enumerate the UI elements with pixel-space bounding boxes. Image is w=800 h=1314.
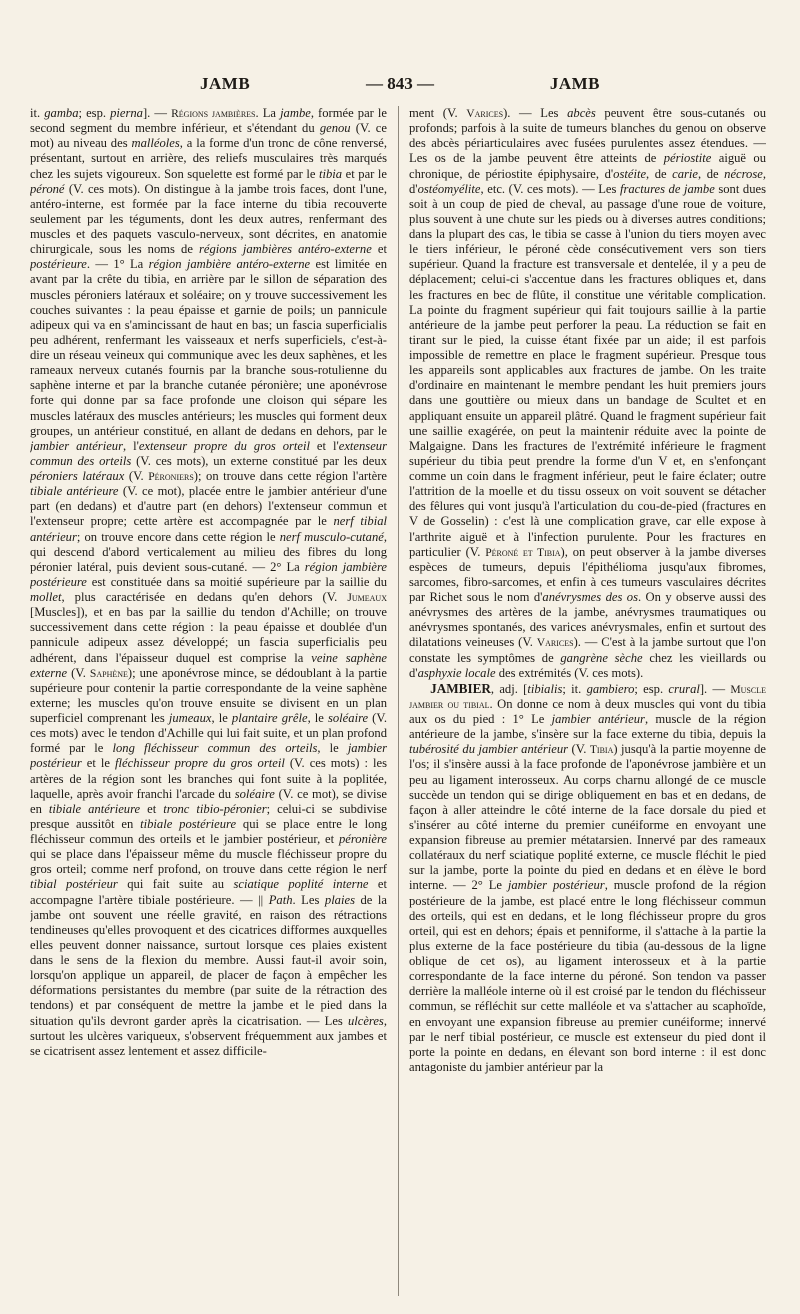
entry-headword: JAMBIER (430, 680, 491, 696)
text-columns (30, 106, 770, 1296)
right-column (409, 106, 766, 1294)
jambe-entry-text: it. gamba; esp. pierna]. — Régions jambières. La jambe, formée par le second segment du membre inférieur, et s'étendant du genou (V. ce mot) au niveau des malléoles, a la forme d'un tronc de cône renversé, présentant, surtout en arrière, des reliefs musculaires très marqués chez les sujets vigoureux. Son squelette est formé par le tibia et par le péroné (V. ces mots). On distingue à la jambe trois faces, dont l'une, antéro-interne, est formée par la face interne du tibia recouverte seulement par les téguments, dont les deux autres, renfermant des muscles et des paquets vasculo-nerveux, sont décrites, en anatomie chirurgicale, sous les noms de régions jambières antéro-externe et postérieure. — 1° La région jambière antéro-externe est limitée en avant par la crête du tibia, en arrière par le sillon de séparation des muscles péroniers latéraux et soléaire; on y trouve successivement les couches suivantes : la peau épaisse et garnie de poils; un pannicule adipeux qui va en s'amincissant de haut en bas; un fascia superficialis peu adhérent, renfermant les vaisseaux et nerfs superficiels, c'est-à-dire un réseau veineux qui communique avec les deux saphènes, et les rameaux nerveux cutanés fournis par la branche sous-rotulienne du saphène interne et par la branche cutanée péronière; une aponévrose forte qui donne par sa face profonde une cloison qui sépare les muscles latéraux des muscles antérieurs; les muscles qui forment deux groupes, un antérieur constitué, en allant de dedans en dehors, par le jambier antérieur, l'extenseur propre du gros orteil et l'extenseur commun des orteils (V. ces mots), un externe constitué par les deux péroniers latéraux (V. Péroniers); on trouve dans cette région l'artère tibiale antérieure (V. ce mot), placée entre le jambier antérieur d'une part (en dedans) et d'autre part (en dehors) l'extenseur commun et l'extenseur propre; cette artère est accompagnée par le nerf tibial antérieur; on trouve encore dans cette région le nerf musculo-cutané, qui descend d'abord verticalement au milieu des fibres du long péronier latéral, puis devient sous-cutané. — 2° La région jambière postérieure est constituée dans sa moitié supérieure par la saillie du mollet, plus caractérisée en dedans qu'en dehors (V. Jumeaux [Muscles]), et en bas par la saillie du tendon d'Achille; on trouve successivement dans cette région : la peau épaisse et doublée d'un pannicule adipeux assez développé; un fascia superficialis peu adhérent, dans l'épaisseur duquel est comprise la veine saphène externe (V. Saphène); une aponévrose mince, se dédoublant à la partie supérieure pour contenir la partie correspondante de la veine saphène externe; les muscles qu'on trouve ensuite se divisent en un plan superficiel comprenant les jumeaux, le plantaire grêle, le soléaire (V. ces mots) avec le tendon d'Achille qui lui fait suite, et un plan profond formé par le long fléchisseur commun des orteils, le jambier postérieur et le fléchisseur propre du gros orteil (V. ces mots) : les artères de la région sont les branches qui font suite à la poplitée, laquelle, après avoir franchi l'arcade du soléaire (V. ce mot), se divise en tibiale antérieure et tronc tibio-péronier; celui-ci se subdivise presque aussitôt en tibiale postérieure qui se place entre le long fléchisseur commun des orteils et le jambier postérieur, et péronière qui se place dans l'épaisseur même du muscle fléchisseur propre du gros orteil; comme nerf profond, on trouve dans cette région le nerf tibial postérieur qui fait suite au sciatique poplité interne et accompagne l'artère tibiale postérieure. — || Path. Les plaies de la jambe ont souvent une réelle gravité, en raison des rétractions tendineuses qu'elles provoquent et des cicatrices difformes auxquelles elles peuvent donner naissance, surtout lorsque ces plaies existent dans le sens de la flexion du membre. Aussi faut-il avoir soin, lorsqu'on applique un appareil, de placer de façon à empêcher les déformations persistantes du membre (par suite de la rétraction des tendons) et par conséquent de mettre la jambe et le pied dans la situation qu'ils devront garder après la cicatrisation. — Les ulcères, surtout les ulcères variqueux, s'observent fréquemment aux jambes et se cicatrisent assez lentement et assez difficile- (30, 106, 387, 1058)
header-left-word: JAMB (200, 74, 251, 93)
column-divider (398, 106, 399, 1296)
jambier-entry-text: JAMBIER, adj. [tibialis; it. gambiero; esp. crural]. — Muscle jambier ou tibial. On donne ce nom à deux muscles qui vont du tibia aux os du pied : 1° Le jambier antérieur, muscle de la région antérieure de la jambe, s'insère sur la face externe du tibia, depuis la tubérosité du jambier antérieur (V. Tibia) jusqu'à la partie moyenne de l'os; il s'insère aussi à la face profonde de l'aponévrose jambière et un peu au ligament interosseux. Au corps charnu allongé de ce muscle succède un tendon qui se dirige obliquement en bas et en dedans, de façon à aller atteindre le côté interne de la face dorsale du pied et s'insérer au côté interne du premier cunéiforme en envoyant une expansion fibreuse au premier métatarsien. Innervé par des rameaux collatéraux du nerf sciatique poplité externe, ce muscle fléchit le pied sur la jambe, porte la pointe du pied en dedans et en élève le bord interne. — 2° Le jambier postérieur, muscle profond de la région postérieure de la jambe, est placé entre le long fléchisseur commun des orteils, qui est en dedans, et le long fléchisseur propre du gros orteil, qui est en dehors; épais et penniforme, il s'attache à la partie la plus externe de la face postérieure du tibia (au-dessous de la ligne oblique de cet os), au ligament interosseux et à la partie correspondante de la face interne du péroné. Son tendon va passer derrière la malléole interne où il est croisé par le tendon du fléchisseur commun, se réfléchit sur cette malléole et va s'attacher au scaphoïde, en envoyant une expansion fibreuse au premier cunéiforme; innervé par le nerf tibial postérieur, ce muscle est extenseur du pied dont il porte la pointe en dedans, en élevant son bord interne : il est donc antagoniste du jambier antérieur par la (409, 680, 766, 1074)
running-header (24, 70, 776, 100)
header-right-word: JAMB (549, 74, 600, 93)
jambe-entry-continuation: ment (V. Varices). — Les abcès peuvent être sous-cutanés ou profonds; parfois à la suite de tumeurs blanches du genou on observe des abcès périarticulaires avec fusées purulentes assez étendues. — Les os de la jambe peuvent être atteints de périostite aiguë ou chronique, de périostite épiphysaire, d'ostéite, de carie, de nécrose, d'ostéomyélite, etc. (V. ces mots). — Les fractures de jambe sont dues soit à un coup de pied de cheval, au passage d'une roue de voiture, plus souvent à une chute sur les pieds ou à diverses autres conditions; dans la plupart des cas, le tibia se casse à l'union du tiers moyen avec le tiers inférieur, le péroné cède consécutivement vers son tiers supérieur. Quand la fracture est transversale et dentelée, il y a peu de déplacement; celui-ci s'accentue dans les fractures obliques et, dans les fractures en bec de flûte, il constitue une véritable complication. La pointe du fragment supérieur qui fait toujours saillie à la partie antérieure de la jambe peut perforer la peau. La réduction se fait en tirant sur le pied, la cuisse étant fixée par un aide; il est parfois impossible de remettre en place le fragment supérieur. Presque tous les appareils sont applicables aux fractures de jambe. On les traite d'ordinaire en maintenant le membre pendant les huit premiers jours dans une gouttière ou mieux dans un bandage de Scultet et en appliquant ensuite un appareil plâtré. Quand le fragment supérieur fait une saillie exagérée, on peut la maintenir réduite avec la pointe de Malgaigne. Dans les fractures de l'extrémité inférieure le fragment supérieur du tibia peut prendre la forme d'un V et, en s'enfonçant comme un coin dans le fragment inférieur, peut le faire éclater; outre l'attrition de la moelle et du tissu osseux on voit souvent se détacher des fêlures qui vont jusqu'à l'articulation du cou-de-pied (fractures en V de Gosselin) : c'est là une complication grave, car elle expose à l'arthrite aiguë et à l'infection purulente. Pour les fractures en particulier (V. Péroné et Tibia), on peut observer à la jambe diverses espèces de tumeurs, depuis l'épithélioma jusqu'aux fibromes, sarcomes, fibro-sarcomes, et enfin à ces tumeurs vasculaires décrites par Richet sous le nom d'anévrysmes des os. On y observe aussi des anévrysmes des artères de la jambe, anévrysmes traumatiques ou anévrysmes spontanés, des varices anévrysmales, enfin et surtout des dilatations veineuses (V. Varices). — C'est à la jambe surtout que l'on constate les symptômes de gangrène sèche chez les vieillards ou d'asphyxie locale des extrémités (V. ces mots). (409, 106, 766, 680)
page-number: — 843 — (366, 74, 434, 93)
left-column (30, 106, 387, 1294)
